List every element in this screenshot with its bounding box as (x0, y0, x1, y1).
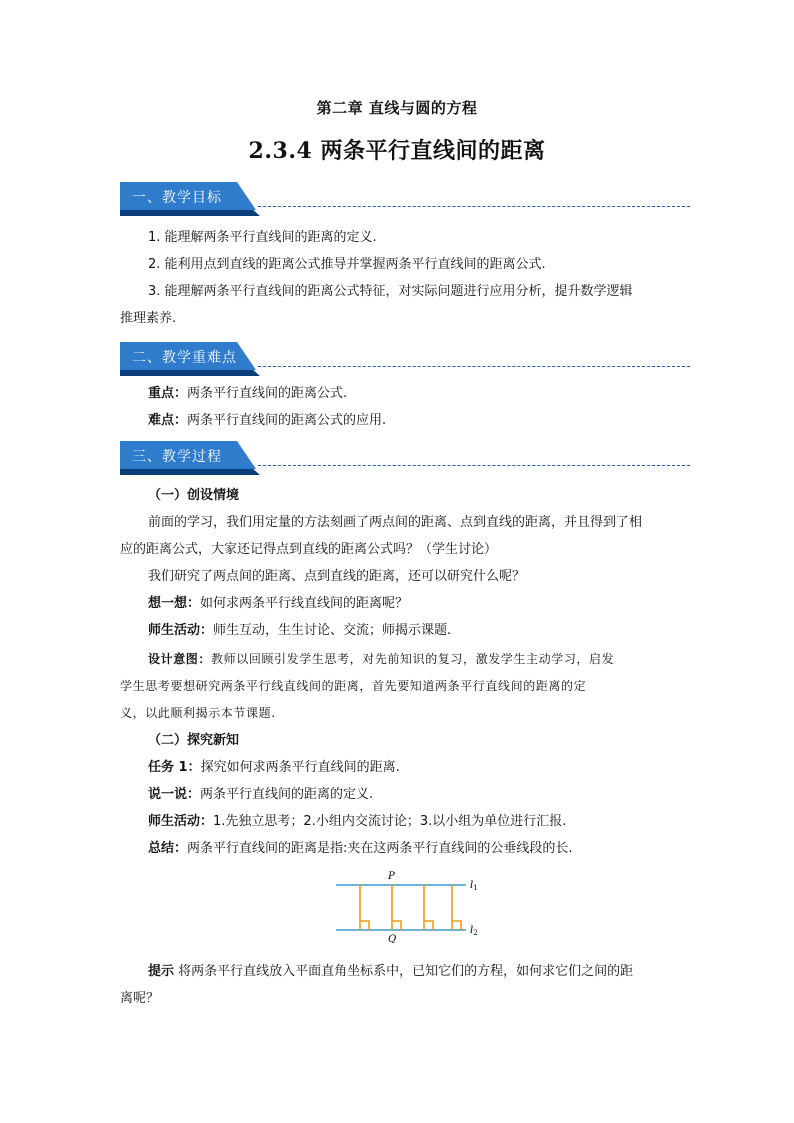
subsection-scenario: （一）创设情境 (148, 488, 240, 503)
section-divider (258, 206, 690, 207)
design-intent-line1 (148, 649, 688, 669)
perpendicular-segments (360, 885, 461, 930)
goal-3-line2: 推理素养. (120, 311, 177, 326)
difficult-point-text: 两条平行直线间的距离公式的应用. (187, 413, 387, 428)
think-line (148, 594, 708, 614)
right-angle-mark (360, 921, 369, 930)
difficult-point (148, 411, 708, 431)
key-point (148, 384, 708, 404)
think-label: 想一想： (148, 596, 201, 611)
activity2-line (148, 812, 708, 832)
say-line (148, 785, 708, 805)
summary-line (148, 839, 708, 859)
summary-label: 总结： (148, 841, 188, 856)
section-header-goals (120, 182, 690, 216)
section-divider (258, 465, 690, 466)
activity2-label: 师生活动： (148, 814, 214, 829)
design-intent-line3: 义，以此顺利揭示本节课题. (120, 706, 276, 720)
paragraph-1-line2: 应的距离公式，大家还记得点到直线的距离公式吗？（学生讨论） (120, 542, 498, 557)
hint-line2: 离呢？ (120, 991, 160, 1006)
say-label: 说一说： (148, 787, 201, 802)
parallel-lines-figure (330, 868, 490, 943)
section-label: 一、教学目标 (132, 190, 222, 206)
right-angle-mark (424, 921, 433, 930)
label-l1: $l_1$ (470, 880, 478, 892)
design-intent-label: 设计意图： (148, 652, 212, 666)
difficult-point-label: 难点： (148, 413, 188, 428)
say-text: 两条平行直线间的距离的定义. (200, 787, 374, 802)
subsection-explore: （二）探究新知 (148, 733, 240, 748)
section-label: 二、教学重难点 (132, 350, 237, 366)
paragraph-2: 我们研究了两点间的距离、点到直线的距离，还可以研究什么呢？ (148, 569, 526, 584)
hint-line1 (148, 962, 688, 982)
goal-2: 2. 能利用点到直线的距离公式推导并掌握两条平行直线间的距离公式. (148, 257, 546, 272)
hint-text: 将两条平行直线放入平面直角坐标系中，已知它们的方程，如何求它们之间的距 (174, 964, 634, 979)
task-line (148, 758, 708, 778)
key-point-text: 两条平行直线间的距离公式. (187, 386, 348, 401)
goal-1: 1. 能理解两条平行直线间的距离的定义. (148, 230, 377, 245)
summary-text: 两条平行直线间的距离是指:夹在这两条平行直线间的公垂线段的长. (187, 841, 573, 856)
right-angle-mark (392, 921, 401, 930)
section-label: 三、教学过程 (132, 449, 222, 465)
label-l2: $l_2$ (470, 925, 478, 937)
section-divider (258, 366, 690, 367)
task-text: 探究如何求两条平行直线间的距离. (200, 760, 400, 775)
activity2-text: 1.先独立思考；2.小组内交流讨论；3.以小组为单位进行汇报. (213, 814, 567, 829)
hint-label: 提示 (148, 964, 175, 979)
section-header-process (120, 441, 690, 475)
right-angle-mark (452, 921, 461, 930)
design-intent-line2: 学生思考要想研究两条平行线直线间的距离，首先要知道两条平行直线间的距离的定 (120, 679, 587, 693)
key-point-label: 重点： (148, 386, 188, 401)
goal-3-line1: 3. 能理解两条平行直线间的距离公式特征，对实际问题进行应用分析，提升数学逻辑 (148, 284, 633, 299)
label-Q: Q (388, 934, 397, 943)
think-text: 如何求两条平行线直线间的距离呢？ (200, 596, 409, 611)
activity-label: 师生活动： (148, 623, 214, 638)
activity-text: 师生互动，生生讨论、交流；师揭示课题. (213, 623, 452, 638)
chapter-heading: 第二章 直线与圆的方程 (316, 99, 478, 117)
paragraph-1-line1: 前面的学习，我们用定量的方法刻画了两点间的距离、点到直线的距离，并且得到了相 (148, 515, 643, 530)
design-intent-text: 教师以回顾引发学生思考，对先前知识的复习，激发学生主动学习，启发 (211, 652, 615, 666)
label-P: P (388, 871, 395, 882)
page-title: 2.3.4 两条平行直线间的距离 (248, 138, 546, 164)
activity-line (148, 621, 708, 641)
task-label: 任务 1： (148, 760, 201, 775)
section-header-key (120, 342, 690, 376)
